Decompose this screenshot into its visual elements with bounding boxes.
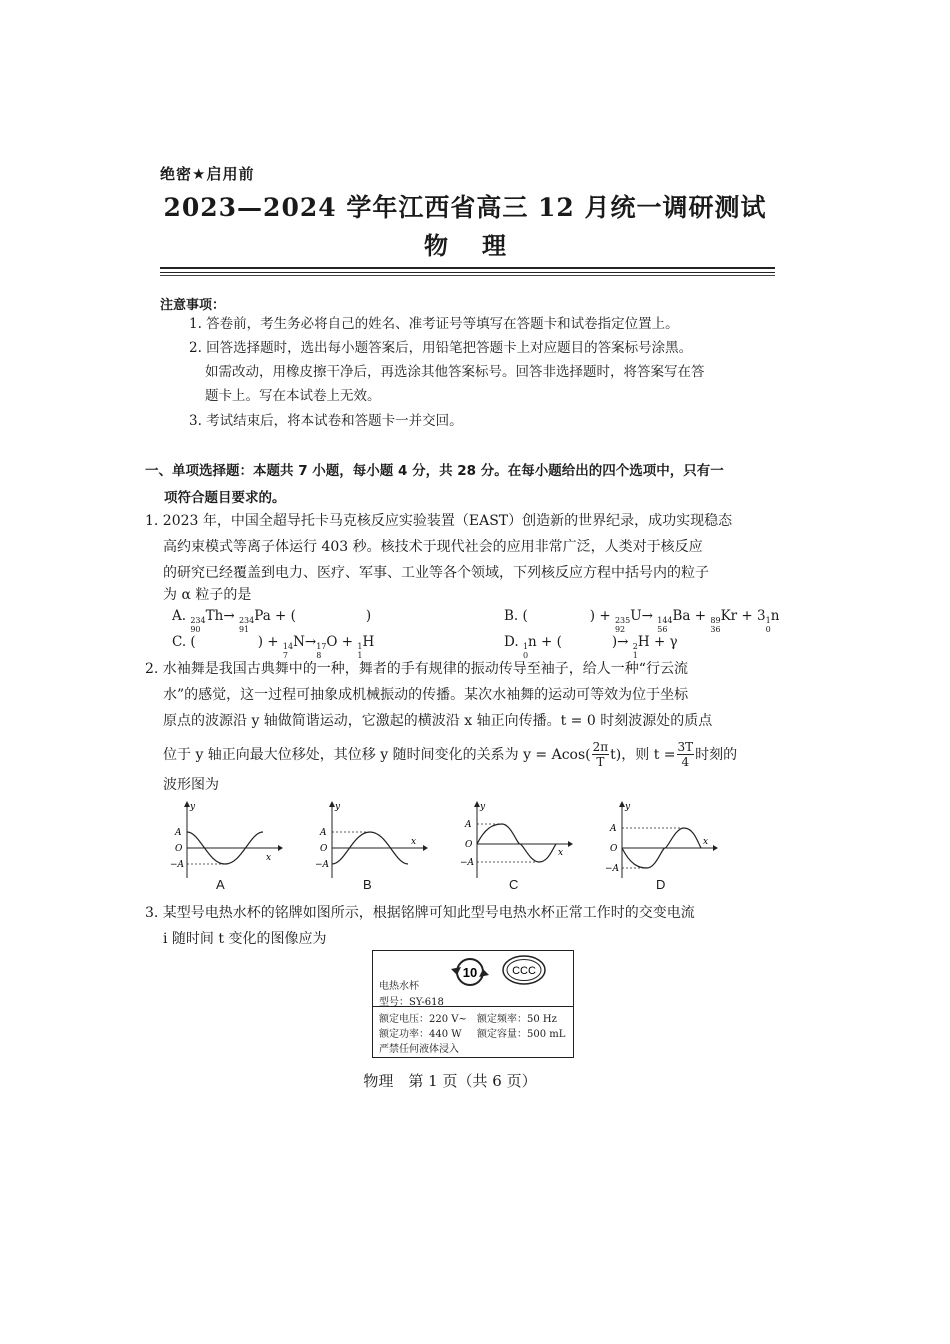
q1-option-c: C. ( ) + 14 7 N→ 17 8 O + 1 1 H	[172, 634, 375, 660]
q2-line: 位于 y 轴正向最大位移处，其位移 y 随时间变化的关系为 y = Acos( 2π T t)，则 t = $\frac{3T}{4}$ 时刻的	[163, 740, 738, 769]
q2-line: 原点的波源沿 y 轴做简谐运动，它激起的横波沿 x 轴正向传播。t = 0 时刻波源处的质点	[163, 713, 713, 729]
origin-label: O	[175, 844, 183, 854]
notice-item: 1. 答卷前，考生务必将自己的姓名、准考证号等填写在答题卡和试卷指定位置上。	[189, 316, 679, 332]
amplitude-label: A	[320, 828, 327, 838]
neg-amplitude-label: −A	[605, 864, 620, 874]
q2-option-a-label: A	[216, 877, 225, 892]
origin-label: O	[320, 844, 328, 854]
notice-item: 3. 考试结束后，将本试卷和答题卡一并交回。	[189, 413, 463, 429]
q2-option-c-label: C	[509, 877, 519, 892]
q2-line: 2. 水袖舞是我国古典舞中的一种，舞者的手有规律的振动传导至袖子，给人一种“行云流	[145, 661, 688, 677]
q1-option-d: D. 1 0 n + ( )→ 2 1 H + γ	[504, 634, 678, 660]
amplitude-label: A	[465, 820, 472, 830]
plate-power: 额定功率：440 W	[379, 1029, 462, 1040]
plate-frequency: 额定频率：50 Hz	[477, 1014, 557, 1025]
q2-graph-c	[460, 800, 610, 880]
q2-line: 水”的感觉，这一过程可抽象成机械振动的传播。某次水袖舞的运动可等效为位于坐标	[163, 687, 689, 703]
amplitude-label: A	[175, 828, 182, 838]
recycle-10-icon	[449, 955, 491, 989]
notice-item: 题卡上。写在本试卷上无效。	[205, 388, 381, 404]
q1-line: 的研究已经覆盖到电力、医疗、军事、工业等各个领域，下列核反应方程中括号内的粒子	[163, 565, 709, 581]
q1-line: 1. 2023 年，中国全超导托卡马克核反应实验装置（EAST）创造新的世界纪录，成功实现稳态	[145, 513, 733, 529]
y-axis-label: y	[480, 802, 486, 812]
neg-amplitude-label: −A	[315, 860, 330, 870]
x-axis-label: x	[558, 848, 564, 858]
notice-item: 如需改动，用橡皮擦干净后，再选涂其他答案标号。回答非选择题时，将答案写在答	[205, 364, 705, 380]
title-rule	[160, 272, 775, 273]
plate-warning: 严禁任何液体浸入	[379, 1044, 459, 1055]
origin-label: O	[610, 844, 618, 854]
ccc-mark-icon	[501, 954, 547, 986]
section-heading-line: 一、单项选择题：本题共 7 小题，每小题 4 分，共 28 分。在每小题给出的四个选项中，只有一	[145, 463, 724, 479]
plate-voltage: 额定电压：220 V~	[379, 1014, 467, 1025]
q2-option-d-label: D	[656, 877, 666, 892]
q2-graph-a	[170, 800, 320, 880]
q2-option-b-label: B	[363, 877, 372, 892]
page-footer: 物理 第 1 页（共 6 页）	[363, 1072, 537, 1090]
plate-product-name: 电热水杯	[379, 981, 419, 992]
origin-label: O	[465, 840, 473, 850]
y-axis-label: y	[335, 802, 341, 812]
section-heading	[145, 458, 785, 512]
x-axis-label: x	[703, 837, 709, 847]
svg-text:10: 10	[462, 965, 478, 980]
notice-item: 2. 回答选择题时，选出每小题答案后，用铅笔把答题卡上对应题目的答案标号涂黑。	[189, 340, 693, 356]
neg-amplitude-label: −A	[460, 858, 475, 868]
x-axis-label: x	[411, 837, 417, 847]
plate-model: 型号：SY-618	[379, 997, 444, 1008]
y-axis-label: y	[625, 802, 631, 812]
q1-line: 为 α 粒子的是	[163, 587, 252, 603]
amplitude-label: A	[610, 824, 617, 834]
plate-capacity: 额定容量：500 mL	[477, 1029, 566, 1040]
notice-title: 注意事项：	[160, 298, 226, 313]
y-axis-label: y	[190, 802, 196, 812]
svg-text:CCC: CCC	[512, 965, 536, 977]
q1-option-a: A. 234 90 Th→ 234 91 Pa + ( )	[172, 608, 372, 634]
secret-mark: 绝密★启用前	[160, 165, 255, 183]
nameplate	[372, 950, 574, 1058]
section-heading-line: 项符合题目要求的。	[164, 490, 286, 506]
exam-title: 2023—2024 学年江西省高三 12 月统一调研测试	[163, 193, 767, 222]
title-rule	[160, 267, 775, 269]
q1-line: 高约束模式等离子体运行 403 秒。核技术于现代社会的应用非常广泛，人类对于核反应	[163, 539, 703, 555]
q2-graph-b	[315, 800, 465, 880]
q3-line: 3. 某型号电热水杯的铭牌如图所示，根据铭牌可知此型号电热水杯正常工作时的交变电流	[145, 905, 695, 921]
q1-option-b: B. ( ) + 235 92 U→ 144 56 Ba + 89 36 Kr + 3 1 0 n	[504, 608, 780, 634]
q3-line: i 随时间 t 变化的图像应为	[163, 931, 327, 947]
q2-graph-d	[605, 800, 755, 880]
plate-divider	[373, 1006, 573, 1007]
x-axis-label: x	[266, 853, 272, 863]
neg-amplitude-label: −A	[170, 860, 185, 870]
subject-title: 物理	[424, 232, 540, 260]
title-rule	[160, 275, 775, 276]
q2-line: 波形图为	[163, 777, 219, 793]
